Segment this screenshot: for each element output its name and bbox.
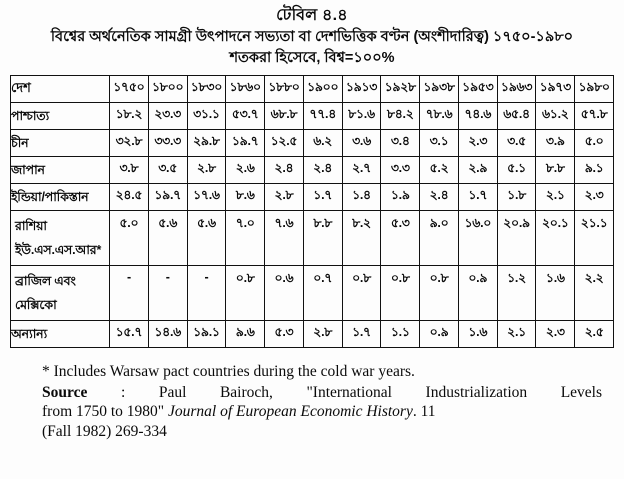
- source-third-line: (Fall 1982) 269-334: [42, 422, 167, 440]
- row-label-line-1: অন্যান্য: [11, 327, 48, 341]
- cell-r6-c7: ১.১: [381, 321, 420, 348]
- cell-r2-c10: ৫.১: [497, 157, 536, 184]
- column-header-year-8: ১৯৩৮: [420, 76, 459, 103]
- cell-r6-c4: ৫.৩: [265, 321, 304, 348]
- row-label-line-1: পাশ্চাত্য: [11, 109, 50, 123]
- footer-notes: [42, 362, 610, 441]
- source-colon: :: [120, 383, 126, 401]
- distribution-table: [10, 75, 614, 348]
- cell-r0-c4: ৬৮.৮: [265, 103, 304, 130]
- cell-r4-c3: ৭.০: [226, 211, 265, 266]
- cell-r5-c5: ০.৭: [303, 266, 342, 321]
- cell-r1-c3: ১৯.৭: [226, 130, 265, 157]
- column-header-country: দেশ: [11, 76, 110, 103]
- cell-r4-c12: ২১.১: [575, 211, 614, 266]
- cell-r3-c12: ২.৩: [575, 184, 614, 211]
- cell-r0-c6: ৮১.৬: [342, 103, 381, 130]
- cell-r2-c4: ২.৪: [265, 157, 304, 184]
- cell-r3-c3: ৮.৬: [226, 184, 265, 211]
- cell-r3-c0: ২৪.৫: [110, 184, 149, 211]
- cell-r4-c4: ৭.৬: [265, 211, 304, 266]
- table-row: [11, 130, 614, 157]
- table-subtitle-line-2: শতকরা হিসেবে, বিশ্ব=১০০%: [229, 50, 395, 66]
- row-label-line-1: ইন্ডিয়া/পাকিস্তান: [11, 190, 89, 204]
- source-label: Source: [42, 383, 88, 401]
- cell-r4-c6: ৮.২: [342, 211, 381, 266]
- source-citation: [42, 383, 602, 442]
- column-header-year-6: ১৯১৩: [342, 76, 381, 103]
- column-header-year-10: ১৯৬৩: [497, 76, 536, 103]
- cell-r0-c5: ৭৭.৪: [303, 103, 342, 130]
- cell-r6-c10: ২.১: [497, 321, 536, 348]
- cell-r4-c7: ৫.৩: [381, 211, 420, 266]
- table-row: [11, 266, 614, 321]
- cell-r6-c8: ০.৯: [420, 321, 459, 348]
- cell-r2-c8: ৫.২: [420, 157, 459, 184]
- source-second-line: [42, 402, 602, 422]
- row-label-4: [11, 211, 110, 266]
- table-row: [11, 184, 614, 211]
- cell-r2-c11: ৮.৮: [536, 157, 575, 184]
- cell-r5-c4: ০.৬: [265, 266, 304, 321]
- cell-r5-c1: -: [148, 266, 187, 321]
- row-label-line-1: জাপান: [11, 163, 45, 177]
- cell-r4-c5: ৮.৮: [303, 211, 342, 266]
- cell-r2-c12: ৯.১: [575, 157, 614, 184]
- cell-r1-c11: ৩.৯: [536, 130, 575, 157]
- column-header-year-11: ১৯৭৩: [536, 76, 575, 103]
- cell-r3-c9: ১.৭: [458, 184, 497, 211]
- cell-r5-c12: ২.২: [575, 266, 614, 321]
- cell-r5-c7: ০.৮: [381, 266, 420, 321]
- cell-r6-c2: ১৯.১: [187, 321, 226, 348]
- row-label-line-2: ইউ.এস.এস.আর*: [15, 243, 102, 257]
- row-label-0: [11, 103, 110, 130]
- cell-r3-c10: ১.৮: [497, 184, 536, 211]
- cell-r6-c9: ১.৬: [458, 321, 497, 348]
- cell-r2-c0: ৩.৮: [110, 157, 149, 184]
- cell-r5-c9: ০.৯: [458, 266, 497, 321]
- cell-r2-c6: ২.৭: [342, 157, 381, 184]
- row-label-line-1: রাশিয়া: [15, 219, 47, 233]
- cell-r4-c10: ২০.৯: [497, 211, 536, 266]
- cell-r2-c3: ২.৬: [226, 157, 265, 184]
- column-header-year-5: ১৯০০: [303, 76, 342, 103]
- cell-r5-c2: -: [187, 266, 226, 321]
- cell-r3-c2: ১৭.৬: [187, 184, 226, 211]
- footnote-asterisk: * Includes Warsaw pact countries during the cold war years.: [42, 363, 415, 380]
- cell-r3-c7: ১.৯: [381, 184, 420, 211]
- cell-r2-c7: ৩.৩: [381, 157, 420, 184]
- cell-r1-c8: ৩.১: [420, 130, 459, 157]
- cell-r1-c1: ৩৩.৩: [148, 130, 187, 157]
- cell-r2-c9: ২.৯: [458, 157, 497, 184]
- cell-r0-c10: ৬৫.৪: [497, 103, 536, 130]
- cell-r1-c12: ৫.০: [575, 130, 614, 157]
- cell-r4-c11: ২০.১: [536, 211, 575, 266]
- cell-r1-c7: ৩.৪: [381, 130, 420, 157]
- row-label-line-1: চীন: [11, 136, 29, 150]
- source-journal: Journal of European Economic History: [168, 403, 413, 420]
- cell-r3-c1: ১৯.৭: [148, 184, 187, 211]
- cell-r0-c1: ২৩.৩: [148, 103, 187, 130]
- table-container: [10, 75, 614, 348]
- cell-r1-c9: ২.৩: [458, 130, 497, 157]
- cell-r6-c0: ১৫.৭: [110, 321, 149, 348]
- source-years: from 1750 to 1980": [42, 403, 165, 420]
- source-first-line: [42, 383, 602, 403]
- column-header-year-1: ১৮০০: [148, 76, 187, 103]
- cell-r5-c0: -: [110, 266, 149, 321]
- cell-r5-c3: ০.৮: [226, 266, 265, 321]
- cell-r0-c9: ৭৪.৬: [458, 103, 497, 130]
- table-head: [11, 76, 614, 103]
- cell-r0-c2: ৩১.১: [187, 103, 226, 130]
- cell-r4-c9: ১৬.০: [458, 211, 497, 266]
- cell-r6-c3: ৯.৬: [226, 321, 265, 348]
- row-label-3: [11, 184, 110, 211]
- cell-r1-c0: ৩২.৮: [110, 130, 149, 157]
- cell-r0-c11: ৬১.২: [536, 103, 575, 130]
- table-header-row: [11, 76, 614, 103]
- cell-r1-c6: ৩.৬: [342, 130, 381, 157]
- column-header-year-4: ১৮৮০: [265, 76, 304, 103]
- table-subtitle-line-1: বিশ্বের অর্থনেতিক সামগ্রী উৎপাদনে সভ্যতা বা দেশভিত্তিক বণ্টন (অংশীদারিত্ব) ১৭৫০-১৯৮০: [50, 29, 574, 45]
- cell-r5-c10: ১.২: [497, 266, 536, 321]
- cell-r6-c1: ১৪.৬: [148, 321, 187, 348]
- table-row: [11, 321, 614, 348]
- column-header-year-2: ১৮৩০: [187, 76, 226, 103]
- cell-r0-c3: ৫৩.৭: [226, 103, 265, 130]
- cell-r1-c4: ১২.৫: [265, 130, 304, 157]
- cell-r5-c6: ০.৮: [342, 266, 381, 321]
- cell-r2-c1: ৩.৫: [148, 157, 187, 184]
- cell-r4-c2: ৫.৬: [187, 211, 226, 266]
- cell-r1-c5: ৬.২: [303, 130, 342, 157]
- cell-r3-c5: ১.৭: [303, 184, 342, 211]
- row-label-6: [11, 321, 110, 348]
- source-volume: . 11: [412, 403, 436, 420]
- cell-r1-c10: ৩.৫: [497, 130, 536, 157]
- table-row: [11, 211, 614, 266]
- cell-r0-c7: ৮৪.২: [381, 103, 420, 130]
- cell-r6-c5: ২.৮: [303, 321, 342, 348]
- table-number: টেবিল ৪.৪: [276, 7, 348, 24]
- cell-r3-c8: ২.৪: [420, 184, 459, 211]
- row-label-2: [11, 157, 110, 184]
- cell-r2-c2: ২.৮: [187, 157, 226, 184]
- cell-r6-c11: ২.৩: [536, 321, 575, 348]
- cell-r6-c12: ২.৫: [575, 321, 614, 348]
- cell-r4-c8: ৯.০: [420, 211, 459, 266]
- cell-r0-c8: ৭৮.৬: [420, 103, 459, 130]
- cell-r3-c6: ১.৪: [342, 184, 381, 211]
- column-header-year-12: ১৯৮০: [575, 76, 614, 103]
- table-row: [11, 157, 614, 184]
- source-author-title: Paul Bairoch, "International Industrialization Levels: [158, 383, 603, 401]
- column-header-year-0: ১৭৫০: [110, 76, 149, 103]
- cell-r0-c12: ৫৭.৮: [575, 103, 614, 130]
- row-label-line-2: মেক্সিকো: [15, 298, 57, 312]
- title-block: [0, 0, 624, 69]
- cell-r0-c0: ১৮.২: [110, 103, 149, 130]
- cell-r1-c2: ২৯.৮: [187, 130, 226, 157]
- row-label-line-1: ব্রাজিল এবং: [15, 274, 76, 288]
- cell-r4-c0: ৫.০: [110, 211, 149, 266]
- cell-r5-c11: ১.৬: [536, 266, 575, 321]
- table-body: [11, 103, 614, 348]
- cell-r3-c4: ২.৮: [265, 184, 304, 211]
- column-header-year-9: ১৯৫৩: [458, 76, 497, 103]
- table-row: [11, 103, 614, 130]
- cell-r3-c11: ২.১: [536, 184, 575, 211]
- row-label-1: [11, 130, 110, 157]
- cell-r5-c8: ০.৮: [420, 266, 459, 321]
- cell-r4-c1: ৫.৬: [148, 211, 187, 266]
- column-header-year-7: ১৯২৮: [381, 76, 420, 103]
- row-label-5: [11, 266, 110, 321]
- cell-r6-c6: ১.৭: [342, 321, 381, 348]
- column-header-year-3: ১৮৬০: [226, 76, 265, 103]
- cell-r2-c5: ২.৪: [303, 157, 342, 184]
